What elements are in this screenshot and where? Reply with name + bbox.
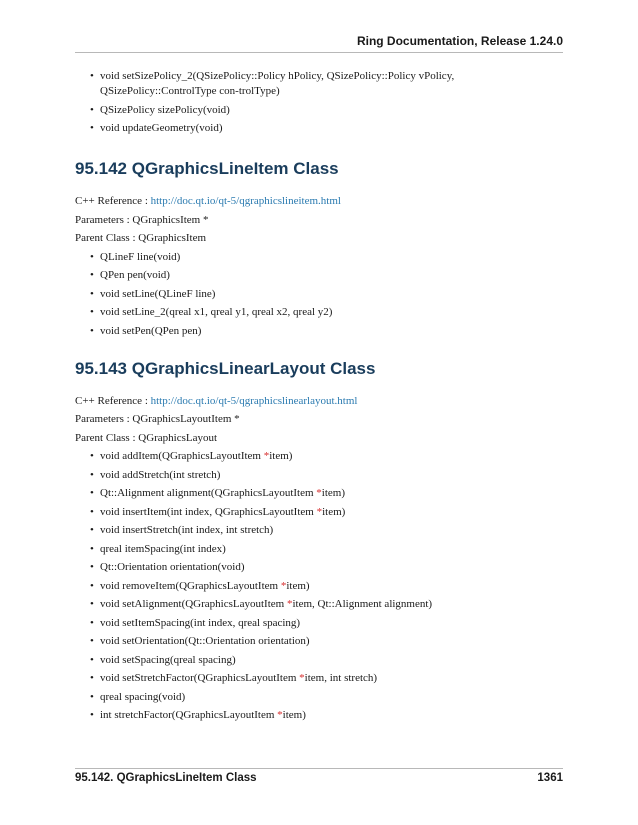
list-item: • void updateGeometry(void): [75, 121, 563, 136]
list-item: • void removeItem(QGraphicsLayoutItem *item): [75, 579, 563, 594]
list-item: • Qt::Alignment alignment(QGraphicsLayoutItem *item): [75, 486, 563, 501]
footer-rule: [75, 768, 563, 769]
list-item: • void setStretchFactor(QGraphicsLayoutItem *item, int stretch): [75, 671, 563, 686]
parameters-line: Parameters : QGraphicsItem *: [75, 213, 209, 226]
footer-section-title: 95.142. QGraphicsLineItem Class: [75, 772, 257, 784]
section-heading-qgraphicslinearlayout: 95.143 QGraphicsLinearLayout Class: [75, 358, 376, 378]
list-item: • void addStretch(int stretch): [75, 468, 563, 483]
cpp-reference-label: C++ Reference :: [75, 394, 151, 407]
top-method-list: [75, 69, 563, 136]
cpp-reference: [75, 194, 563, 209]
list-item: • void setPen(QPen pen): [75, 324, 563, 339]
list-item: • qreal spacing(void): [75, 690, 563, 705]
list-item: • void insertStretch(int index, int stretch): [75, 523, 563, 538]
method-list-qgraphicslinearlayout: [75, 449, 563, 723]
method-list-qgraphicslineitem: [75, 250, 563, 339]
page-content: [75, 69, 563, 727]
running-header: Ring Documentation, Release 1.24.0: [356, 34, 563, 48]
list-item: • void setAlignment(QGraphicsLayoutItem *item, Qt::Alignment alignment): [75, 597, 563, 612]
list-item: • QSizePolicy sizePolicy(void): [75, 103, 563, 118]
cpp-reference-link[interactable]: http://doc.qt.io/qt-5/qgraphicslineitem.html: [150, 195, 341, 207]
section-heading-qgraphicslineitem: 95.142 QGraphicsLineItem Class: [75, 159, 339, 178]
page-number: 1361: [537, 772, 563, 784]
cpp-reference-label: C++ Reference :: [75, 195, 151, 207]
list-item: • Qt::Orientation orientation(void): [75, 560, 563, 575]
list-item: • void setLine_2(qreal x1, qreal y1, qreal x2, qreal y2): [75, 305, 563, 320]
list-item: • qreal itemSpacing(int index): [75, 542, 563, 557]
list-item: • void setSizePolicy_2(QSizePolicy::Policy hPolicy, QSizePolicy::Policy vPolicy, QSizePolicy::ControlType con-trolType): [75, 69, 563, 99]
header-rule: [75, 52, 563, 53]
list-item: • void setLine(QLineF line): [75, 287, 563, 302]
parent-class-line: Parent Class : QGraphicsItem: [75, 232, 207, 244]
list-item: • int stretchFactor(QGraphicsLayoutItem *item): [75, 708, 563, 723]
list-item: • void addItem(QGraphicsLayoutItem *item): [75, 449, 563, 464]
list-item: • void insertItem(int index, QGraphicsLayoutItem *item): [75, 505, 563, 520]
list-item: • void setOrientation(Qt::Orientation orientation): [75, 634, 563, 649]
list-item: • void setItemSpacing(int index, qreal spacing): [75, 616, 563, 631]
list-item: • QPen pen(void): [75, 268, 563, 283]
parameters-line: Parameters : QGraphicsLayoutItem *: [75, 413, 240, 425]
list-item: • QLineF line(void): [75, 250, 563, 265]
parent-class-line: Parent Class : QGraphicsLayout: [75, 431, 218, 444]
cpp-reference: [75, 394, 563, 409]
list-item: • void setSpacing(qreal spacing): [75, 653, 563, 668]
cpp-reference-link[interactable]: http://doc.qt.io/qt-5/qgraphicslinearlayout.html: [150, 394, 358, 407]
